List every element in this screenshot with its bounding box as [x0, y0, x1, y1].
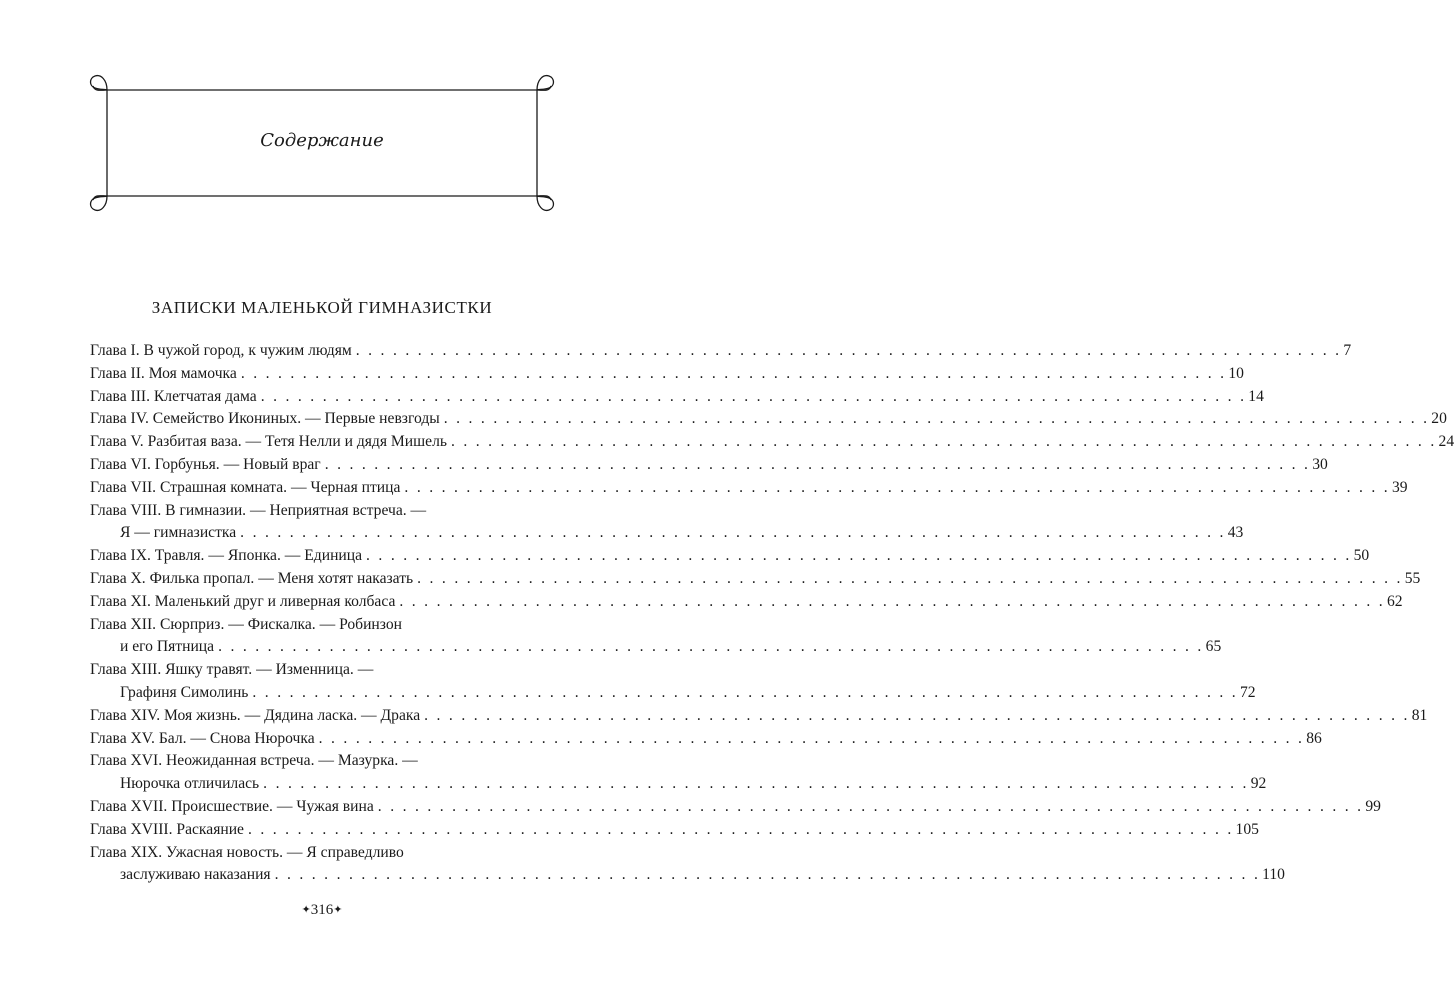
toc-entry: [90, 591, 1403, 614]
toc-entry: [90, 454, 1328, 477]
toc-entry-page: 92: [1250, 775, 1267, 793]
page-number-value: 316: [310, 902, 334, 918]
toc-entry-page: 43: [1227, 524, 1244, 542]
toc-entry-title: Глава IX. Травля. — Японка. — Единица: [90, 547, 363, 565]
toc-entry: [90, 363, 1244, 386]
toc-entry-title-continued: Графиня Симолинь: [120, 683, 249, 701]
toc-entry: [90, 659, 554, 682]
toc-entry: [90, 842, 554, 865]
toc-entry-continuation: [90, 864, 1285, 887]
page-number: [85, 902, 559, 919]
toc-entry-page: 14: [1248, 387, 1264, 405]
toc-leader-dots: . . . . . . . . . . . . . . . . . . . . . . . . . . . . . . . . . . . . . . . . . . . . . . . . . . . . . . . . . . . . . . . . . . . . . . . . . . . . . . . .: [252, 683, 1238, 701]
toc-leader-dots: . . . . . . . . . . . . . . . . . . . . . . . . . . . . . . . . . . . . . . . . . . . . . . . . . . . . . . . . . . . . . . . . . . . . . . . . . . . . . . . .: [355, 342, 1342, 359]
toc-entry-continuation: [90, 682, 1256, 705]
toc-entry-page: 7: [1343, 342, 1352, 359]
toc-entry-page: 20: [1431, 410, 1447, 428]
toc-entry-continuation: [90, 636, 1222, 659]
toc-entry-title: Глава VIII. В гимназии. — Неприятная встреча. —: [90, 501, 427, 519]
toc-entry-title: Глава IV. Семейство Икониных. — Первые невзгоды: [90, 410, 440, 428]
toc-entry-page: 99: [1365, 797, 1381, 815]
toc-entry-title: Глава III. Клетчатая дама: [90, 387, 257, 405]
book-title: ЗАПИСКИ МАЛЕНЬКОЙ ГИМНАЗИСТКИ: [151, 298, 493, 317]
toc-leader-dots: . . . . . . . . . . . . . . . . . . . . . . . . . . . . . . . . . . . . . . . . . . . . . . . . . . . . . . . . . . . . . . . . . . . . . . . . . . . . . . . .: [377, 797, 1364, 815]
toc-entry: [90, 750, 554, 773]
toc-entry: [90, 819, 1259, 842]
toc-entry: [90, 477, 1408, 500]
toc-leader-dots: . . . . . . . . . . . . . . . . . . . . . . . . . . . . . . . . . . . . . . . . . . . . . . . . . . . . . . . . . . . . . . . . . . . . . . . . . . . . . . . .: [443, 410, 1430, 428]
table-of-contents: [90, 340, 1454, 887]
toc-entry: [90, 705, 1428, 728]
toc-entry-title: Глава XVIII. Раскаяние: [90, 820, 244, 838]
star-ornament-icon: ✦: [301, 904, 311, 916]
toc-entry: [90, 408, 1447, 431]
toc-entry-title: Глава II. Моя мамочка: [90, 364, 237, 382]
toc-entry: [90, 614, 554, 637]
toc-leader-dots: . . . . . . . . . . . . . . . . . . . . . . . . . . . . . . . . . . . . . . . . . . . . . . . . . . . . . . . . . . . . . . . . . . . . . . . . . . . . . . . .: [240, 364, 1227, 382]
toc-entry: [90, 386, 1264, 409]
toc-leader-dots: . . . . . . . . . . . . . . . . . . . . . . . . . . . . . . . . . . . . . . . . . . . . . . . . . . . . . . . . . . . . . . . . . . . . . . . . . . . . . . . .: [404, 478, 1390, 496]
toc-entry: [90, 545, 1370, 568]
toc-leader-dots: . . . . . . . . . . . . . . . . . . . . . . . . . . . . . . . . . . . . . . . . . . . . . . . . . . . . . . . . . . . . . . . . . . . . . . . . . . . . . . . .: [424, 706, 1410, 724]
toc-entry-page: 81: [1411, 706, 1428, 724]
toc-entry-title: Глава VII. Страшная комната. — Черная птица: [90, 478, 401, 496]
toc-entry-page: 39: [1391, 478, 1408, 496]
star-ornament-icon: ✦: [333, 904, 343, 916]
toc-entry-page: 105: [1235, 820, 1259, 838]
toc-entry-page: 72: [1239, 683, 1256, 701]
toc-entry: [90, 500, 554, 523]
toc-entry-page: 62: [1386, 592, 1403, 610]
toc-entry-title-continued: и его Пятница: [120, 638, 215, 656]
toc-leader-dots: . . . . . . . . . . . . . . . . . . . . . . . . . . . . . . . . . . . . . . . . . . . . . . . . . . . . . . . . . . . . . . . . . . . . . . . . . . . . . . . .: [417, 569, 1403, 587]
toc-entry: [90, 340, 1352, 363]
toc-entry-title-continued: Я — гимназистка: [120, 524, 237, 542]
toc-entry: [90, 568, 1421, 591]
toc-entry-page: 50: [1353, 547, 1370, 565]
contents-heading: Содержание: [260, 130, 384, 151]
toc-entry: [90, 796, 1381, 819]
toc-entry-page: 24: [1438, 433, 1454, 451]
toc-leader-dots: . . . . . . . . . . . . . . . . . . . . . . . . . . . . . . . . . . . . . . . . . . . . . . . . . . . . . . . . . . . . . . . . . . . . . . . . . . . . . . . .: [324, 455, 1311, 473]
toc-entry-title: Глава XII. Сюрприз. — Фискалка. — Робинзон: [90, 615, 402, 633]
toc-entry-continuation: [90, 522, 1244, 545]
toc-entry-title: Глава XV. Бал. — Снова Нюрочка: [90, 729, 315, 747]
toc-entry-title: Глава XVI. Неожиданная встреча. — Мазурка. —: [90, 752, 418, 770]
toc-entry-page: 110: [1262, 866, 1285, 884]
toc-entry-title: Глава XIV. Моя жизнь. — Дядина ласка. — Драка: [90, 706, 421, 724]
toc-entry-page: 86: [1306, 729, 1322, 747]
toc-entry-title: Глава XVII. Происшествие. — Чужая вина: [90, 797, 374, 815]
toc-entry-title: Глава X. Филька пропал. — Меня хотят наказать: [90, 569, 414, 587]
toc-entry-title: Глава XIX. Ужасная новость. — Я справедливо: [90, 843, 404, 861]
toc-entry-title-continued: Нюрочка отличилась: [120, 775, 260, 793]
toc-leader-dots: . . . . . . . . . . . . . . . . . . . . . . . . . . . . . . . . . . . . . . . . . . . . . . . . . . . . . . . . . . . . . . . . . . . . . . . . . . . . . . . .: [247, 820, 1234, 838]
toc-entry-title: Глава I. В чужой город, к чужим людям: [90, 342, 352, 359]
toc-entry-page: 65: [1205, 638, 1222, 656]
toc-leader-dots: . . . . . . . . . . . . . . . . . . . . . . . . . . . . . . . . . . . . . . . . . . . . . . . . . . . . . . . . . . . . . . . . . . . . . . . . . . . . . . . .: [240, 524, 1226, 542]
toc-entry: [90, 728, 1322, 751]
toc-entry-title: Глава VI. Горбунья. — Новый враг: [90, 455, 321, 473]
toc-entry-title-continued: заслуживаю наказания: [120, 866, 271, 884]
toc-leader-dots: . . . . . . . . . . . . . . . . . . . . . . . . . . . . . . . . . . . . . . . . . . . . . . . . . . . . . . . . . . . . . . . . . . . . . . . . . . . . . . . .: [318, 729, 1305, 747]
toc-entry: [90, 431, 1454, 454]
toc-entry-title: Глава XI. Маленький друг и ливерная колбаса: [90, 592, 396, 610]
toc-leader-dots: . . . . . . . . . . . . . . . . . . . . . . . . . . . . . . . . . . . . . . . . . . . . . . . . . . . . . . . . . . . . . . . . . . . . . . . . . . . . . . . .: [218, 638, 1204, 656]
toc-leader-dots: . . . . . . . . . . . . . . . . . . . . . . . . . . . . . . . . . . . . . . . . . . . . . . . . . . . . . . . . . . . . . . . . . . . . . . . . . . . . . . . .: [274, 866, 1261, 884]
toc-leader-dots: . . . . . . . . . . . . . . . . . . . . . . . . . . . . . . . . . . . . . . . . . . . . . . . . . . . . . . . . . . . . . . . . . . . . . . . . . . . . . . . .: [260, 387, 1247, 405]
toc-entry-page: 55: [1404, 569, 1421, 587]
toc-leader-dots: . . . . . . . . . . . . . . . . . . . . . . . . . . . . . . . . . . . . . . . . . . . . . . . . . . . . . . . . . . . . . . . . . . . . . . . . . . . . . . . .: [263, 775, 1249, 793]
toc-entry-page: 10: [1228, 364, 1244, 382]
toc-leader-dots: . . . . . . . . . . . . . . . . . . . . . . . . . . . . . . . . . . . . . . . . . . . . . . . . . . . . . . . . . . . . . . . . . . . . . . . . . . . . . . . .: [399, 592, 1385, 610]
toc-entry-title: Глава XIII. Яшку травят. — Изменница. —: [90, 661, 374, 679]
toc-leader-dots: . . . . . . . . . . . . . . . . . . . . . . . . . . . . . . . . . . . . . . . . . . . . . . . . . . . . . . . . . . . . . . . . . . . . . . . . . . . . . . . .: [450, 433, 1437, 451]
toc-leader-dots: . . . . . . . . . . . . . . . . . . . . . . . . . . . . . . . . . . . . . . . . . . . . . . . . . . . . . . . . . . . . . . . . . . . . . . . . . . . . . . . .: [366, 547, 1352, 565]
toc-entry-continuation: [90, 773, 1267, 796]
toc-entry-title: Глава V. Разбитая ваза. — Тетя Нелли и дядя Мишель: [90, 433, 447, 451]
toc-entry-page: 30: [1312, 455, 1328, 473]
